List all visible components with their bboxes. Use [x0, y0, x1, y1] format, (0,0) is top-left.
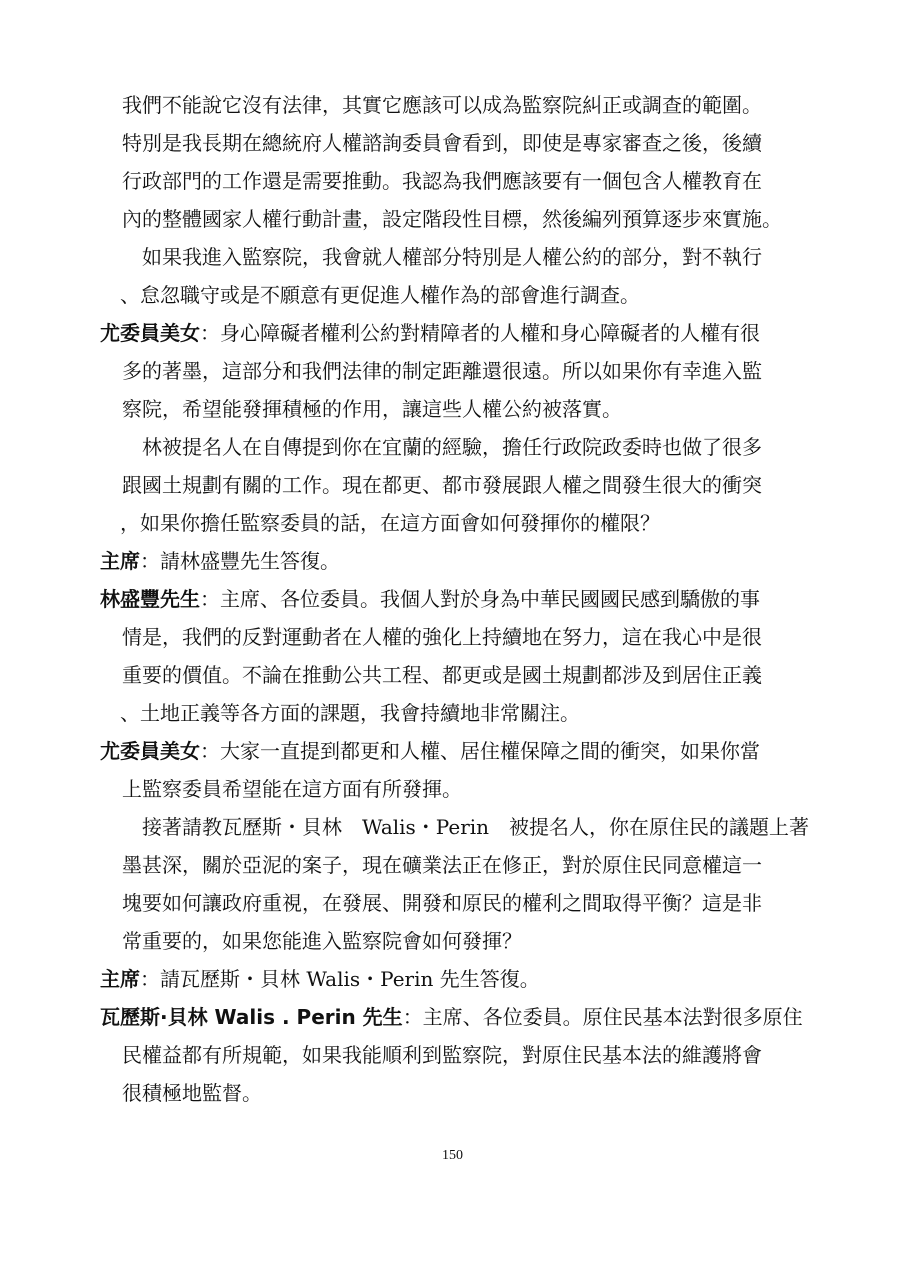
speaker-line: 主席：請瓦歷斯・貝林 Walis・Perin 先生答復。	[100, 967, 540, 991]
text-line: 接著請教瓦歷斯・貝林 Walis・Perin 被提名人，你在原住民的議題上著	[142, 815, 810, 839]
text-line: 上監察委員希望能在這方面有所發揮。	[122, 777, 462, 801]
text-line: 多的著墨，這部分和我們法律的制定距離還很遠。所以如果你有幸進入監	[122, 359, 762, 383]
page-number: 150	[442, 1148, 463, 1163]
text-line: 、土地正義等各方面的課題，我會持續地非常關注。	[120, 701, 580, 725]
text-line: 重要的價值。不論在推動公共工程、都更或是國土規劃都涉及到居住正義	[122, 663, 762, 687]
speaker-line: 林盛豐先生：主席、各位委員。我個人對於身為中華民國國民感到驕傲的事	[100, 587, 760, 611]
speaker-name: 主席	[100, 967, 140, 991]
text-line: 常重要的，如果您能進入監察院會如何發揮？	[122, 929, 522, 953]
text-line: 行政部門的工作還是需要推動。我認為我們應該要有一個包含人權教育在	[122, 169, 762, 193]
text-line: 塊要如何讓政府重視，在發展、開發和原民的權利之間取得平衡？這是非	[122, 891, 762, 915]
text-line: 我們不能說它沒有法律，其實它應該可以成為監察院糾正或調查的範圍。	[122, 93, 762, 117]
speaker-name: 尤委員美女	[100, 321, 200, 345]
text-line: 林被提名人在自傳提到你在宜蘭的經驗，擔任行政院政委時也做了很多	[142, 435, 762, 459]
text-line: 民權益都有所規範，如果我能順利到監察院，對原住民基本法的維護將會	[122, 1043, 762, 1067]
text-line: 內的整體國家人權行動計畫，設定階段性目標，然後編列預算逐步來實施。	[122, 207, 782, 231]
speaker-line: 尤委員美女：大家一直提到都更和人權、居住權保障之間的衝突，如果你當	[100, 739, 760, 763]
text-line: 跟國土規劃有關的工作。現在都更、都市發展跟人權之間發生很大的衝突	[122, 473, 762, 497]
speaker-line: 尤委員美女：身心障礙者權利公約對精障者的人權和身心障礙者的人權有很	[100, 321, 760, 345]
speaker-name: 瓦歷斯·貝林 Walis . Perin 先生	[100, 1005, 403, 1029]
speaker-name: 尤委員美女	[100, 739, 200, 763]
text-line: 情是，我們的反對運動者在人權的強化上持續地在努力，這在我心中是很	[122, 625, 762, 649]
text-line: 察院，希望能發揮積極的作用，讓這些人權公約被落實。	[122, 397, 622, 421]
speaker-name: 主席	[100, 549, 140, 573]
text-line: 、怠忽職守或是不願意有更促進人權作為的部會進行調查。	[120, 283, 640, 307]
text-line: 墨甚深，關於亞泥的案子，現在礦業法正在修正，對於原住民同意權這一	[122, 853, 762, 877]
text-line: 很積極地監督。	[122, 1081, 262, 1105]
text-line: ，如果你擔任監察委員的話，在這方面會如何發揮你的權限？	[120, 511, 660, 535]
text-line: 如果我進入監察院，我會就人權部分特別是人權公約的部分，對不執行	[142, 245, 762, 269]
speaker-line: 主席：請林盛豐先生答復。	[100, 549, 340, 573]
text-line: 特別是我長期在總統府人權諮詢委員會看到，即使是專家審查之後，後續	[122, 131, 762, 155]
speaker-name: 林盛豐先生	[100, 587, 200, 611]
speaker-line: 瓦歷斯·貝林 Walis . Perin 先生：主席、各位委員。原住民基本法對很多原住	[100, 1005, 803, 1029]
